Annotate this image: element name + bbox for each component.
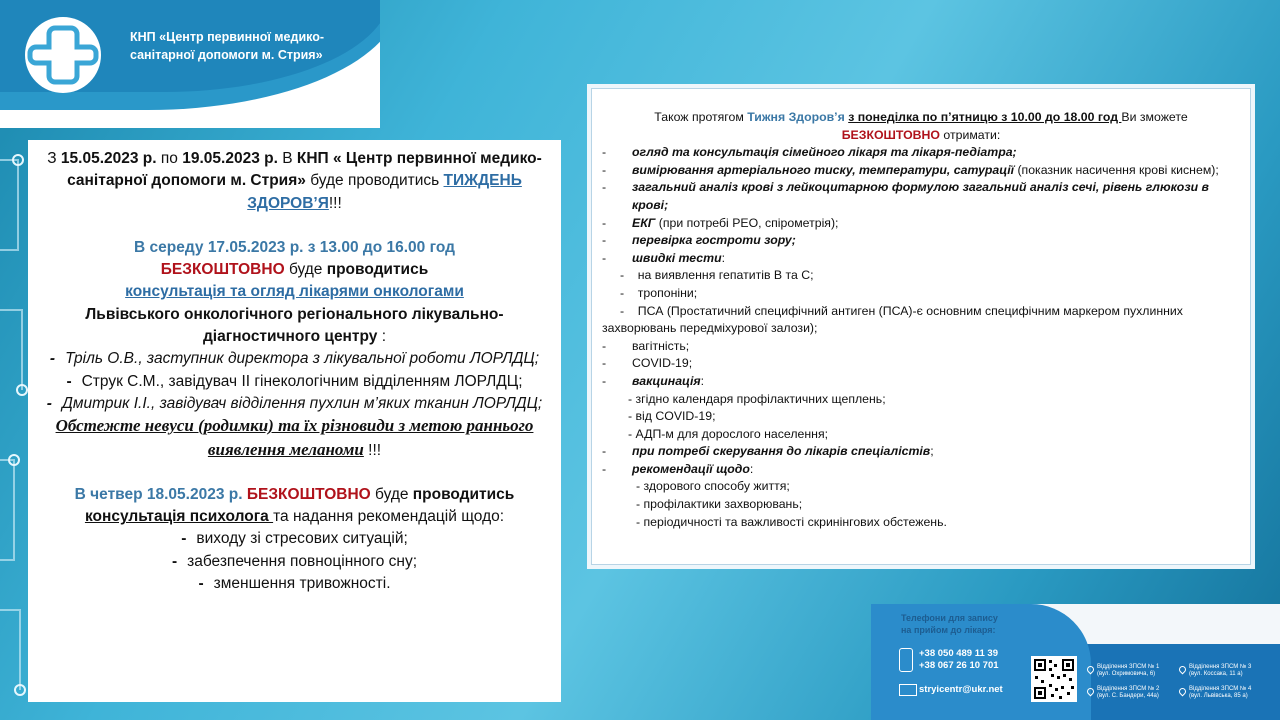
department-4	[1189, 686, 1251, 700]
text: проводитись	[412, 485, 515, 503]
rec-item: - здорового способу життя;	[636, 479, 790, 494]
doctor-item	[38, 393, 551, 415]
service-item: - вакцинація:	[602, 373, 705, 388]
service-item: - огляд та консультація сімейного лікаря та лікаря-педіатра;	[602, 145, 1017, 160]
recommendations-label: рекомендації щодо	[632, 461, 750, 476]
rec-item: - профілактики захворювань;	[636, 497, 803, 512]
text: (показник насичення крові киснем);	[1014, 162, 1219, 177]
service-item: - при потребі скерування до лікарів спеціалістів;	[602, 444, 934, 459]
service-text: вимірювання артеріального тиску, температури, сатурації	[632, 162, 1015, 177]
end-date: 19.05.2023 р.	[182, 150, 278, 167]
consult-label: консультація та огляд лікарями онкологами	[125, 283, 464, 301]
text: :	[700, 373, 705, 388]
right-panel-frame	[587, 84, 1255, 569]
text: по	[156, 150, 183, 167]
dash: -	[66, 372, 72, 390]
thursday-date: В четвер 18.05.2023 р.	[74, 485, 243, 503]
text: Також протягом	[654, 110, 748, 124]
service-text: перевірка гостроти зору;	[632, 233, 796, 248]
referral-text: при потребі скерування до лікарів спеціалістів	[632, 444, 931, 459]
service-item: - рекомендації щодо:	[602, 461, 754, 476]
contact-banner	[871, 604, 1280, 720]
org-name: КНП « Центр первинної медико-санітарної допомоги м. Стрия»	[67, 150, 542, 190]
oncology-consult	[38, 281, 551, 303]
text: отримати:	[940, 127, 1001, 142]
test-text: на виявлення гепатитів В та С;	[637, 268, 814, 283]
vaccination-label: вакцинація	[632, 373, 701, 388]
text: (при потребі РЕО, спірометрія);	[655, 215, 839, 230]
dash: -	[171, 552, 178, 570]
medical-cross-logo-icon	[22, 14, 104, 96]
email-address[interactable]: stryicentr@ukr.net	[919, 684, 1003, 695]
service-text: вагітність;	[632, 338, 690, 353]
text: Львівського онкологічного регіонального лікувально-діагностичного центру	[85, 305, 504, 346]
service-item: - ЕКГ (при потребі РЕО, спірометрія);	[602, 215, 839, 230]
dept-name: Відділення ЗПСМ № 2	[1097, 686, 1160, 692]
service-text: загальний аналіз крові з лейкоцитарною формулою загальний аналіз сечі, рівень глюкози в крові;	[632, 180, 1209, 212]
test-text: тропоніни;	[637, 285, 698, 300]
service-item: - COVID-19;	[602, 355, 1240, 373]
department-3	[1189, 664, 1251, 678]
phone-number[interactable]: +38 050 489 11 39	[919, 648, 998, 659]
heading-line: Телефони для запису	[901, 613, 998, 623]
psychologist-line	[38, 506, 551, 528]
dept-address: (вул. С. Бандери, 44а)	[1097, 693, 1159, 699]
test-item: - тропоніни;	[620, 285, 698, 300]
psy-text: забезпечення повноцінного сну;	[187, 552, 418, 570]
free-label: БЕЗКОШТОВНО	[841, 127, 940, 142]
text: буде	[284, 261, 327, 279]
service-text: ЕКГ	[632, 215, 656, 230]
text: З	[47, 150, 61, 167]
thursday-line	[38, 484, 551, 506]
dept-address: (вул. Львівська, 85 а)	[1189, 693, 1248, 699]
banner-heading	[901, 612, 998, 636]
phone-numbers	[919, 648, 999, 672]
free-label: БЕЗКОШТОВНО	[160, 261, 285, 279]
location-pin-icon	[1178, 687, 1188, 697]
text: ;	[930, 444, 934, 459]
service-item: - швидкі тести:	[602, 250, 726, 265]
test-text: ПСА (Простатичний специфічний антиген (ПСА)-є основним специфічним маркером пухлинних захворювань передміхурової залози);	[602, 303, 1183, 336]
header-logo-box	[0, 0, 380, 128]
text: буде	[370, 485, 413, 503]
rec-item: - періодичності та важливості скринінгових обстежень.	[636, 514, 947, 529]
text: :	[749, 461, 754, 476]
dept-name: Відділення ЗПСМ № 3	[1189, 664, 1252, 670]
text: В	[277, 150, 297, 167]
service-text: огляд та консультація сімейного лікаря та лікаря-педіатра;	[632, 145, 1017, 160]
right-info-panel	[591, 88, 1251, 565]
dept-address: (вул. Охримовича, 6)	[1097, 671, 1156, 677]
schedule: з понеділка по п’ятницю з 10.00 до 18.00 год	[848, 110, 1122, 124]
text: проводитись	[326, 261, 429, 279]
exam-callout	[38, 415, 551, 462]
dept-address: (вул. Коссака, 11 а)	[1189, 671, 1243, 677]
service-item: - перевірка гостроти зору;	[602, 233, 796, 248]
dash: -	[181, 530, 187, 548]
phone-number[interactable]: +38 067 26 10 701	[919, 660, 999, 671]
free-label: БЕЗКОШТОВНО	[246, 485, 371, 503]
location-pin-icon	[1178, 665, 1188, 675]
service-text: швидкі тести	[632, 250, 722, 265]
center-name	[38, 304, 551, 349]
test-item: - ПСА (Простатичний специфічний антиген (ПСА)-є основним специфічним маркером пухлинних захворювань передміхурової залози);	[602, 303, 1183, 336]
text: Ви зможете	[1121, 110, 1188, 124]
vacc-item: - від COVID-19;	[628, 409, 716, 424]
doctor-item	[38, 348, 551, 370]
dept-name: Відділення ЗПСМ № 4	[1189, 686, 1252, 692]
text: :	[721, 250, 726, 265]
left-info-panel	[28, 140, 561, 702]
doctor-text: Струк С.М., завідувач ІІ гінекологічним відділенням ЛОРЛДЦ;	[81, 372, 523, 390]
qr-code-icon[interactable]	[1031, 656, 1077, 702]
phone-icon	[899, 648, 913, 672]
text: буде проводитись	[305, 172, 444, 190]
psy-item	[38, 551, 551, 573]
service-item: - вимірювання артеріального тиску, температури, сатурації (показник насичення крові киснем);	[602, 162, 1219, 177]
org-line-2: санітарної допомоги м. Стрия»	[130, 48, 323, 62]
department-1	[1097, 664, 1159, 678]
psy-text: зменшення тривожності.	[213, 575, 391, 593]
intro-paragraph	[38, 148, 551, 215]
heading-line: на прийом до лікаря:	[901, 625, 996, 635]
text: !!!	[363, 441, 382, 459]
wednesday-heading: В середу 17.05.2023 р. з 13.00 до 16.00 год	[134, 238, 455, 256]
service-item: - загальний аналіз крові з лейкоцитарною формулою загальний аналіз сечі, рівень глюкози в крові;	[602, 180, 1209, 212]
psy-text: виходу зі стресових ситуацій;	[196, 530, 408, 548]
org-line-1: КНП «Центр первинної медико-	[130, 30, 325, 44]
dash: -	[49, 350, 56, 368]
event-name: ТИЖДЕНЬ ЗДОРОВ’Я	[247, 172, 522, 212]
test-item: - на виявлення гепатитів В та С;	[620, 268, 814, 283]
psy-item	[38, 528, 551, 550]
text: !!!	[328, 194, 342, 212]
week-name: Тижня Здоров’я	[747, 110, 845, 124]
text: :	[377, 328, 387, 346]
service-text: COVID-19;	[632, 356, 693, 371]
wednesday-line	[38, 259, 551, 281]
dash: -	[46, 394, 52, 412]
vacc-item: - АДП-м для дорослого населення;	[628, 426, 829, 441]
start-date: 15.05.2023 р.	[60, 150, 157, 167]
department-2	[1097, 686, 1159, 700]
doctor-text: Дмитрик І.І., завідувач відділення пухлин м’яких тканин ЛОРЛДЦ;	[61, 394, 543, 412]
exam-text: Обстежте невуси (родимки) та їх різновиди з метою раннього виявлення меланоми	[55, 416, 534, 459]
dash: -	[198, 575, 204, 593]
vacc-item: - згідно календаря профілактичних щеплень;	[628, 391, 886, 406]
text: та надання рекомендацій щодо:	[273, 508, 505, 526]
mail-icon	[899, 684, 917, 696]
organization-name	[130, 28, 370, 64]
doctor-text: Тріль О.В., заступник директора з лікувальної роботи ЛОРЛДЦ;	[65, 350, 540, 368]
service-item: - вагітність;	[602, 338, 1240, 356]
psychologist-consult: консультація психолога	[84, 508, 274, 526]
psy-item	[38, 573, 551, 595]
doctor-item	[38, 371, 551, 393]
dept-name: Відділення ЗПСМ № 1	[1097, 664, 1160, 670]
services-intro	[602, 109, 1240, 144]
